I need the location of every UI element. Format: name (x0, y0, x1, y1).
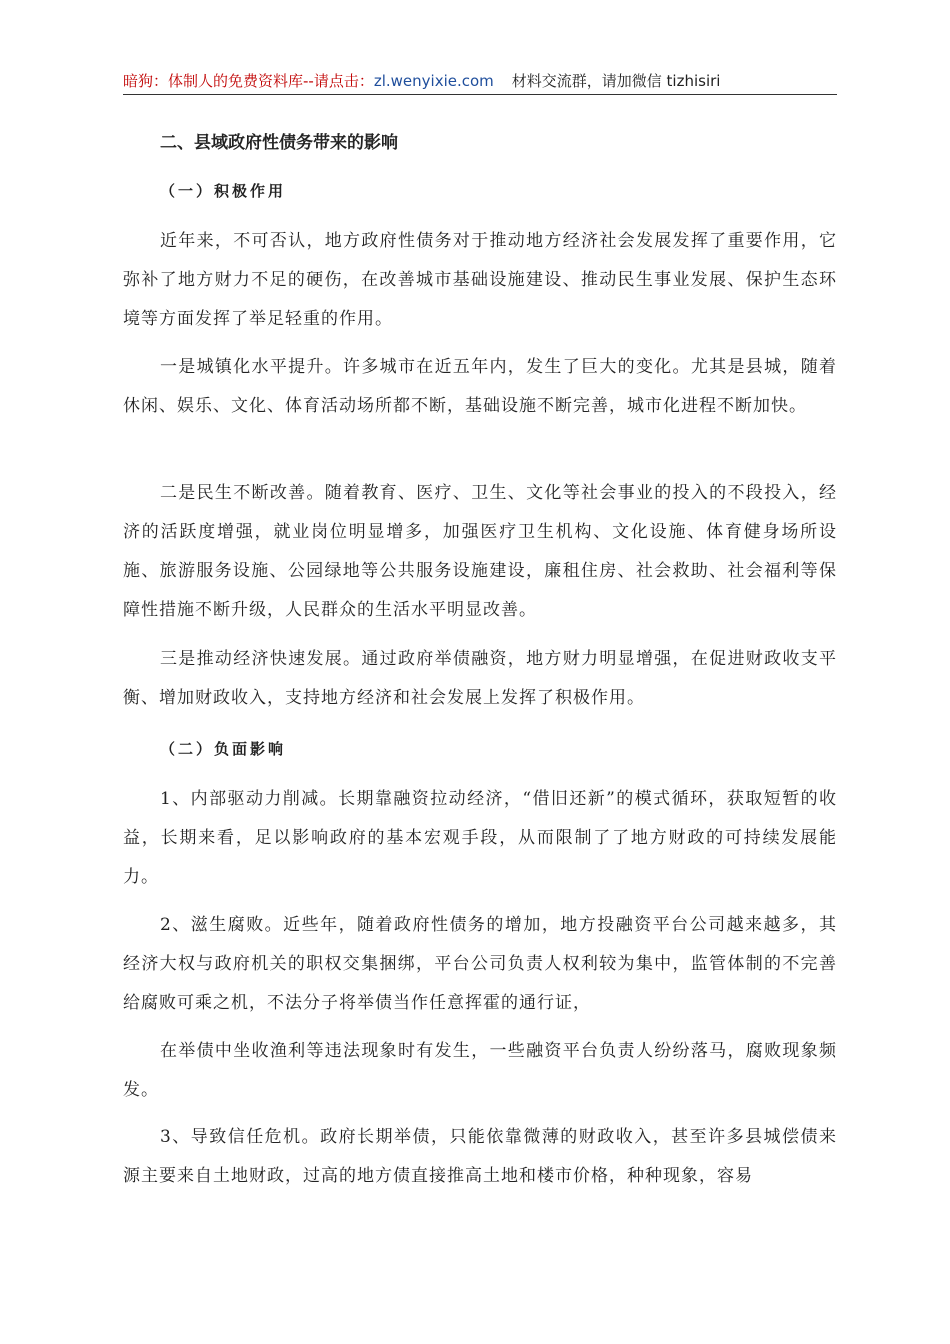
section-title: 二、县域政府性债务带来的影响 (160, 133, 398, 153)
paragraph-intro: 近年来，不可否认，地方政府性债务对于推动地方经济社会发展发挥了重要作用，它弥补了地方财力不足的硬伤，在改善城市基础设施建设、推动民生事业发展、保护生态环境等方面发挥了举足轻重的作用。 (123, 231, 837, 329)
header-brand: 暗狗：体制人的免费资料库 (123, 72, 304, 90)
paragraph-drive-reduction: 1、内部驱动力削减。长期靠融资拉动经济，“借旧还新”的模式循环，获取短暂的收益，长期来看，足以影响政府的基本宏观手段，从而限制了了地方财政的可持续发展能力。 (123, 789, 837, 887)
header-wechat-note: 材料交流群，请加微信 tizhisiri (511, 72, 721, 90)
header-url-link[interactable]: zl.wenyixie.com (373, 72, 494, 90)
paragraph-corruption-cont: 在举债中坐收渔利等违法现象时有发生，一些融资平台负责人纷纷落马，腐败现象频发。 (123, 1041, 837, 1100)
subheading-positive: （一）积极作用 (160, 182, 287, 200)
subheading-negative: （二）负面影响 (160, 740, 287, 758)
paragraph-economy: 三是推动经济快速发展。通过政府举债融资，地方财力明显增强，在促进财政收支平衡、增加财政收入，支持地方经济和社会发展上发挥了积极作用。 (123, 649, 837, 708)
page-header (123, 70, 837, 95)
paragraph-corruption: 2、滋生腐败。近些年，随着政府性债务的增加，地方投融资平台公司越来越多，其经济大权与政府机关的职权交集捆绑，平台公司负责人权利较为集中，监管体制的不完善给腐败可乘之机，不法分子将举债当作任意挥霍的通行证， (123, 915, 837, 1013)
header-click-prefix: --请点击： (303, 72, 374, 90)
paragraph-livelihood: 二是民生不断改善。随着教育、医疗、卫生、文化等社会事业的投入的不段投入，经济的活跃度增强，就业岗位明显增多，加强医疗卫生机构、文化设施、体育健身场所设施、旅游服务设施、公园绿地等公共服务设施建设，廉租住房、社会救助、社会福利等保障性措施不断升级，人民群众的生活水平明显改善。 (123, 483, 837, 620)
paragraph-urbanization: 一是城镇化水平提升。许多城市在近五年内，发生了巨大的变化。尤其是县城，随着休闲、娱乐、文化、体育活动场所都不断，基础设施不断完善，城市化进程不断加快。 (123, 357, 837, 416)
paragraph-trust-crisis: 3、导致信任危机。政府长期举债，只能依靠微薄的财政收入，甚至许多县城偿债来源主要来自土地财政，过高的地方债直接推高土地和楼市价格，种种现象，容易 (123, 1127, 837, 1186)
